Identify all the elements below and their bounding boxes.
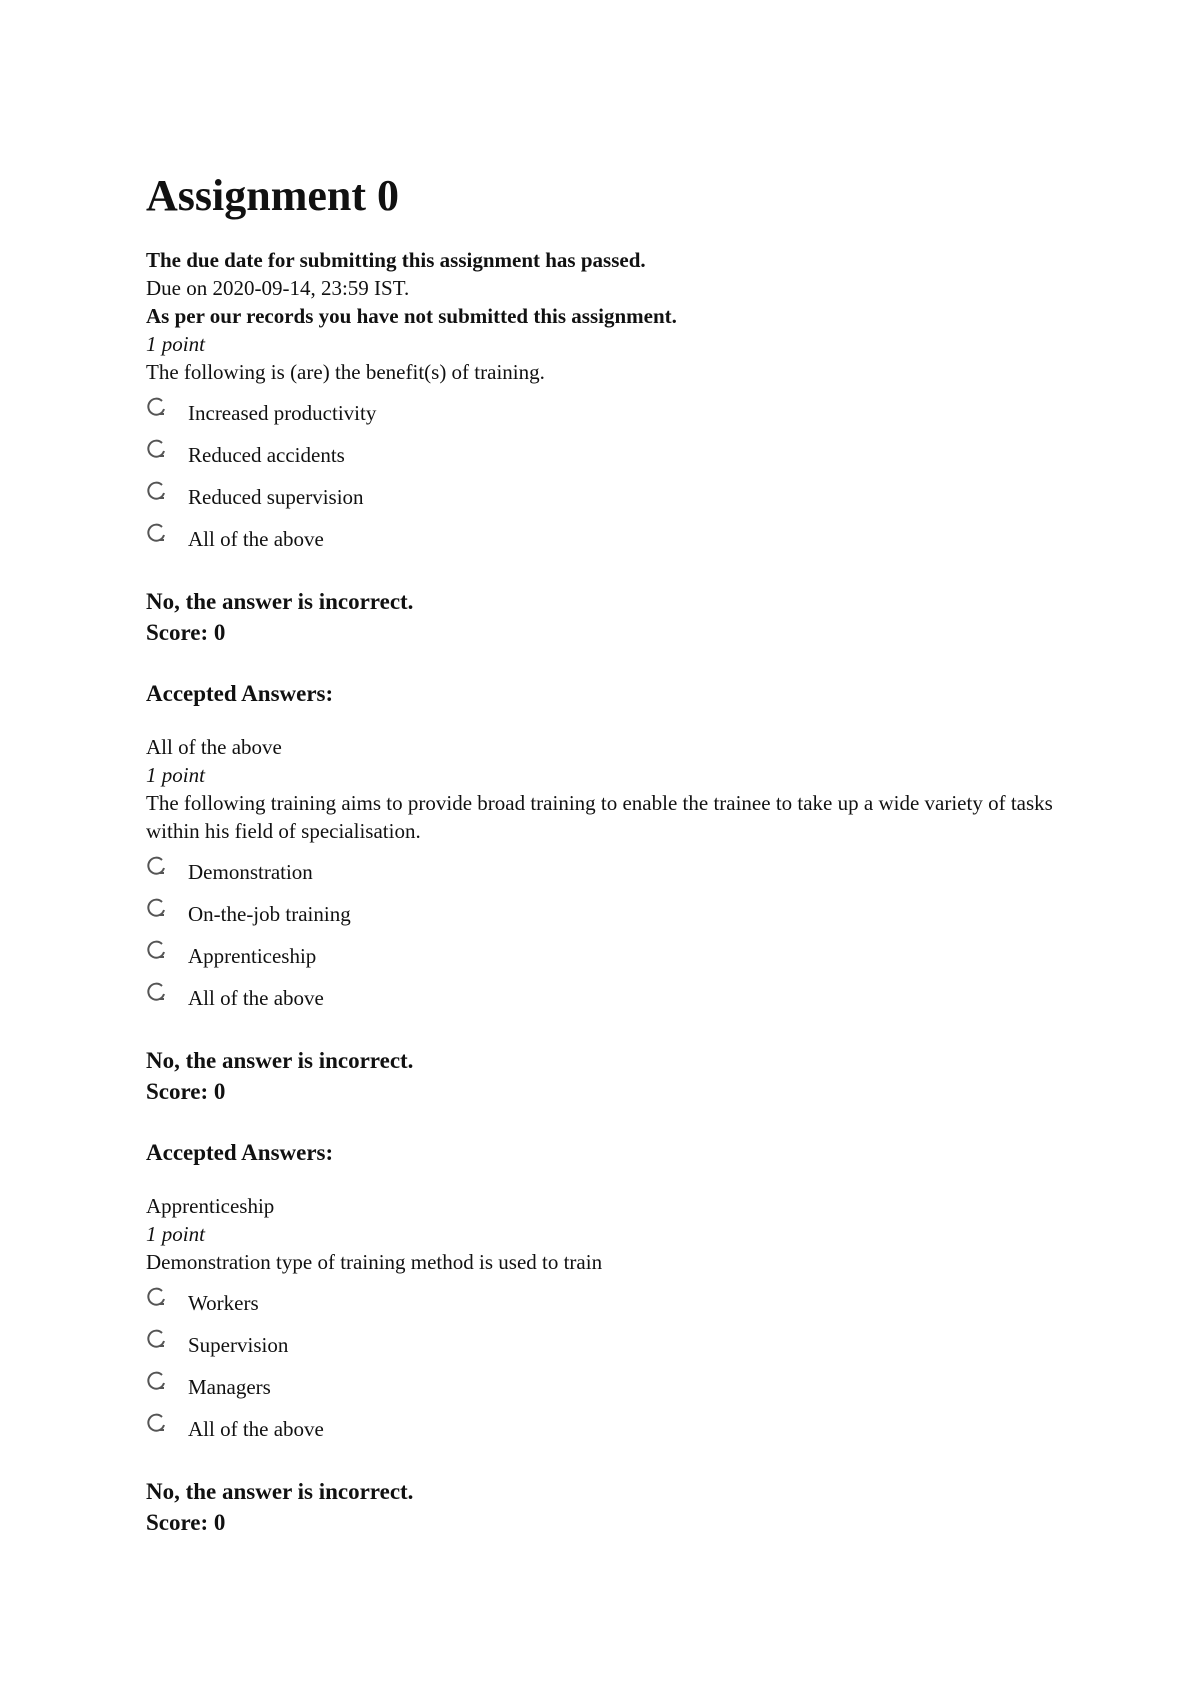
result-message: No, the answer is incorrect. — [146, 589, 414, 615]
option-label: Managers — [188, 1374, 271, 1399]
accepted-answers-label: Accepted Answers: — [146, 681, 334, 707]
radio-button-icon[interactable] — [146, 523, 168, 545]
option-item[interactable] — [146, 851, 1076, 893]
assignment-page — [146, 172, 1076, 1538]
score: Score: 0 — [146, 1510, 226, 1536]
accepted-answer: Apprenticeship — [146, 1194, 275, 1219]
option-item[interactable] — [146, 1324, 1076, 1366]
option-label: Reduced supervision — [188, 484, 364, 509]
option-item[interactable] — [146, 434, 1076, 476]
question-2 — [146, 761, 1076, 1220]
page-title: Assignment 0 — [146, 171, 400, 220]
option-item[interactable] — [146, 1366, 1076, 1408]
result-message: No, the answer is incorrect. — [146, 1479, 414, 1505]
option-label: All of the above — [188, 526, 324, 551]
option-label: Reduced accidents — [188, 442, 345, 467]
radio-button-icon[interactable] — [146, 1329, 168, 1351]
options-list — [146, 392, 1076, 560]
option-label: All of the above — [188, 1416, 324, 1441]
option-label: Increased productivity — [188, 400, 377, 425]
radio-button-icon[interactable] — [146, 481, 168, 503]
option-label: All of the above — [188, 985, 324, 1010]
option-item[interactable] — [146, 392, 1076, 434]
question-points: 1 point — [146, 1222, 205, 1247]
score: Score: 0 — [146, 1079, 226, 1105]
question-1 — [146, 330, 1076, 761]
question-text: Demonstration type of training method is used to train — [146, 1250, 603, 1275]
result-block — [146, 586, 1076, 648]
accepted-answer: All of the above — [146, 735, 282, 760]
question-points: 1 point — [146, 763, 205, 788]
question-3 — [146, 1220, 1076, 1538]
option-label: Apprenticeship — [188, 943, 317, 968]
radio-button-icon[interactable] — [146, 1413, 168, 1435]
option-item[interactable] — [146, 476, 1076, 518]
radio-button-icon[interactable] — [146, 982, 168, 1004]
radio-button-icon[interactable] — [146, 1371, 168, 1393]
options-list — [146, 851, 1076, 1019]
due-date: Due on 2020-09-14, 23:59 IST. — [146, 276, 410, 301]
result-block — [146, 1476, 1076, 1538]
radio-button-icon[interactable] — [146, 856, 168, 878]
option-label: Demonstration — [188, 859, 313, 884]
result-block — [146, 1045, 1076, 1107]
option-item[interactable] — [146, 518, 1076, 560]
accepted-answers-label: Accepted Answers: — [146, 1140, 334, 1166]
radio-button-icon[interactable] — [146, 940, 168, 962]
question-text: The following training aims to provide broad training to enable the trainee to take up a wide variety of tasks within his field of specialisation. — [146, 791, 1053, 844]
option-label: Supervision — [188, 1332, 289, 1357]
radio-button-icon[interactable] — [146, 397, 168, 419]
radio-button-icon[interactable] — [146, 1287, 168, 1309]
due-passed-notice: The due date for submitting this assignment has passed. — [146, 248, 646, 273]
question-text: The following is (are) the benefit(s) of training. — [146, 360, 545, 385]
option-item[interactable] — [146, 1408, 1076, 1450]
submission-status: As per our records you have not submitted this assignment. — [146, 304, 677, 329]
option-label: Workers — [188, 1290, 259, 1315]
option-item[interactable] — [146, 893, 1076, 935]
option-label: On-the-job training — [188, 901, 351, 926]
option-item[interactable] — [146, 935, 1076, 977]
option-item[interactable] — [146, 977, 1076, 1019]
radio-button-icon[interactable] — [146, 898, 168, 920]
score: Score: 0 — [146, 620, 226, 646]
option-item[interactable] — [146, 1282, 1076, 1324]
options-list — [146, 1282, 1076, 1450]
result-message: No, the answer is incorrect. — [146, 1048, 414, 1074]
radio-button-icon[interactable] — [146, 439, 168, 461]
question-points: 1 point — [146, 332, 205, 357]
